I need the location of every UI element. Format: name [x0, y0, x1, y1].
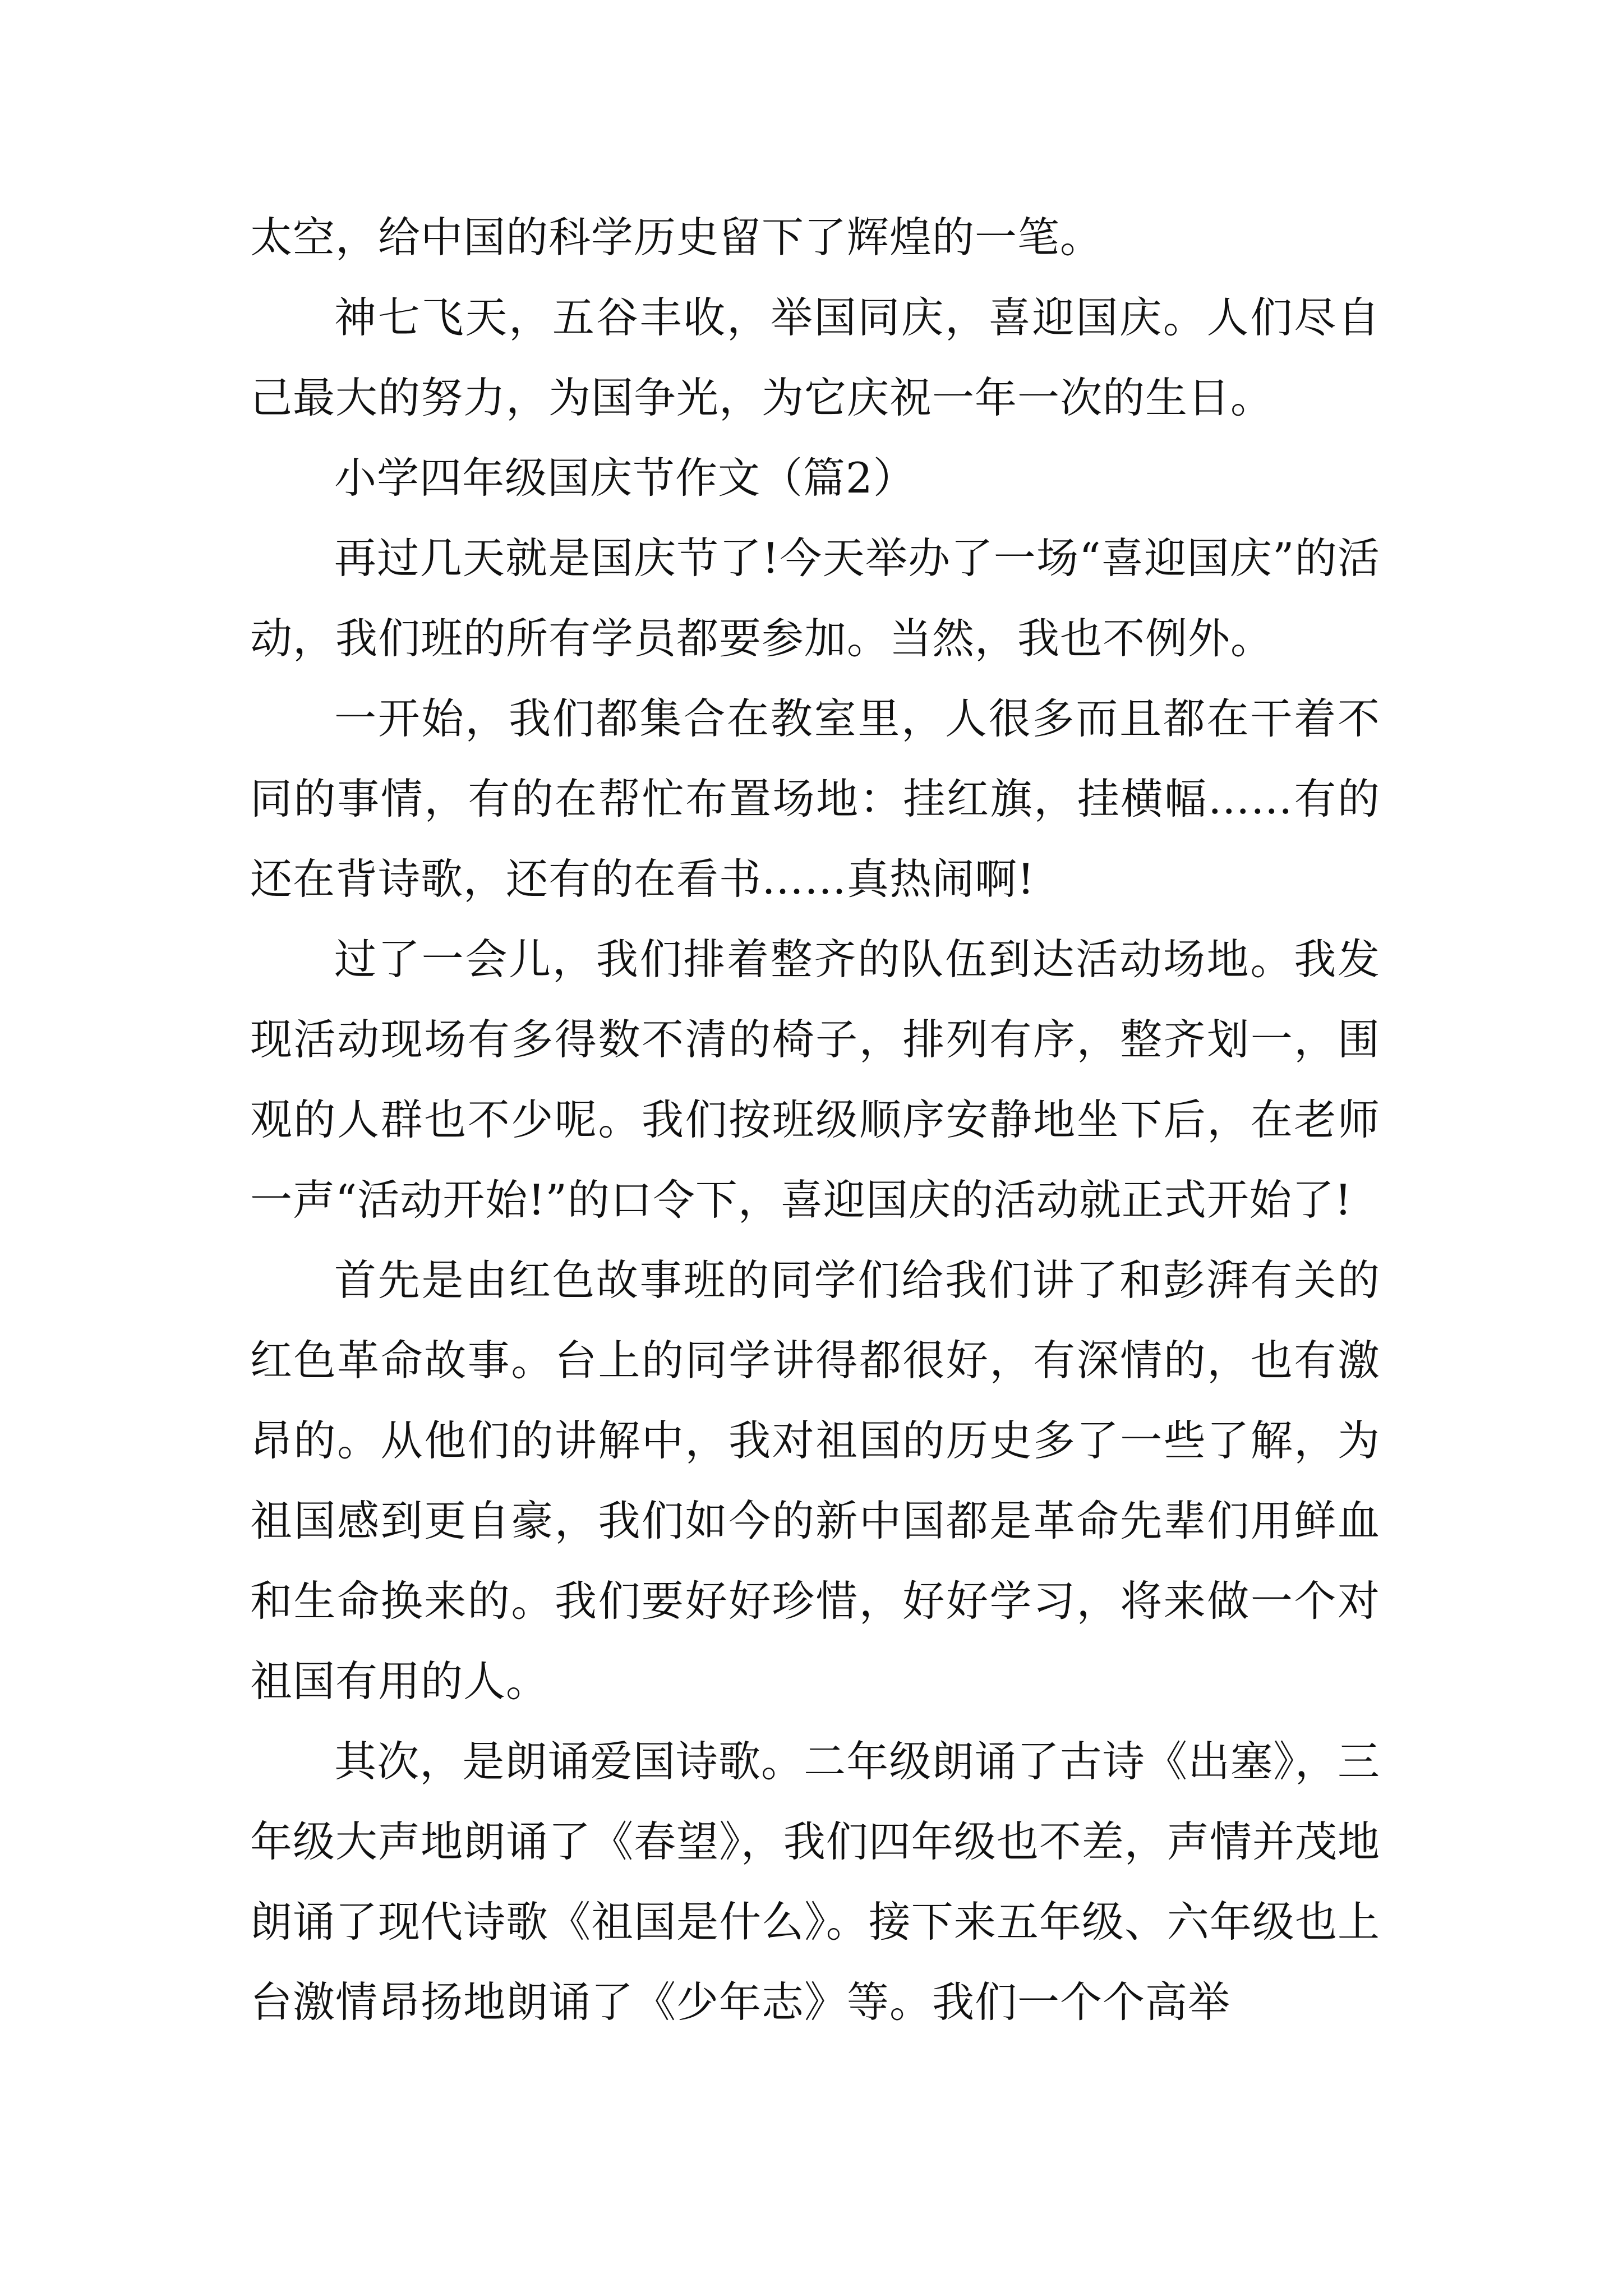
- section-heading: 小学四年级国庆节作文（篇2）: [334, 453, 916, 503]
- paragraph: 神七飞天，五谷丰收，举国同庆，喜迎国庆。人们尽自己最大的努力，为国争光，为它庆祝一年一次的生日。: [250, 293, 1380, 422]
- paragraph: 首先是由红色故事班的同学们给我们讲了和彭湃有关的红色革命故事。台上的同学讲得都很好，有深情的，也有激昂的。从他们的讲解中，我对祖国的历史多了一些了解，为祖国感到更自豪，我们如今的新中国都是革命先辈们用鲜血和生命换来的。我们要好好珍惜，好好学习，将来做一个对祖国有用的人。: [250, 1255, 1380, 1706]
- paragraph: 一开始，我们都集合在教室里，人很多而且都在干着不同的事情，有的在帮忙布置场地：挂红旗，挂横幅……有的还在背诗歌，还有的在看书……真热闹啊!: [250, 694, 1380, 904]
- paragraph: 其次，是朗诵爱国诗歌。二年级朗诵了古诗《出塞》，三年级大声地朗诵了《春望》，我们四年级也不差，声情并茂地朗诵了现代诗歌《祖国是什么》。接下来五年级、六年级也上台激情昂扬地朗诵了《少年志》等。我们一个个高举: [250, 1737, 1380, 2027]
- paragraph: 过了一会儿，我们排着整齐的队伍到达活动场地。我发现活动现场有多得数不清的椅子，排列有序，整齐划一，围观的人群也不少呢。我们按班级顺序安静地坐下后，在老师一声“活动开始!”的口令下，喜迎国庆的活动就正式开始了!: [250, 935, 1380, 1225]
- paragraph: 再过几天就是国庆节了!今天举办了一场“喜迎国庆”的活动，我们班的所有学员都要参加。当然，我也不例外。: [250, 533, 1380, 663]
- paragraph-continuation: 太空，给中国的科学历史留下了辉煌的一笔。: [250, 213, 1103, 262]
- document-body: [250, 197, 1380, 2042]
